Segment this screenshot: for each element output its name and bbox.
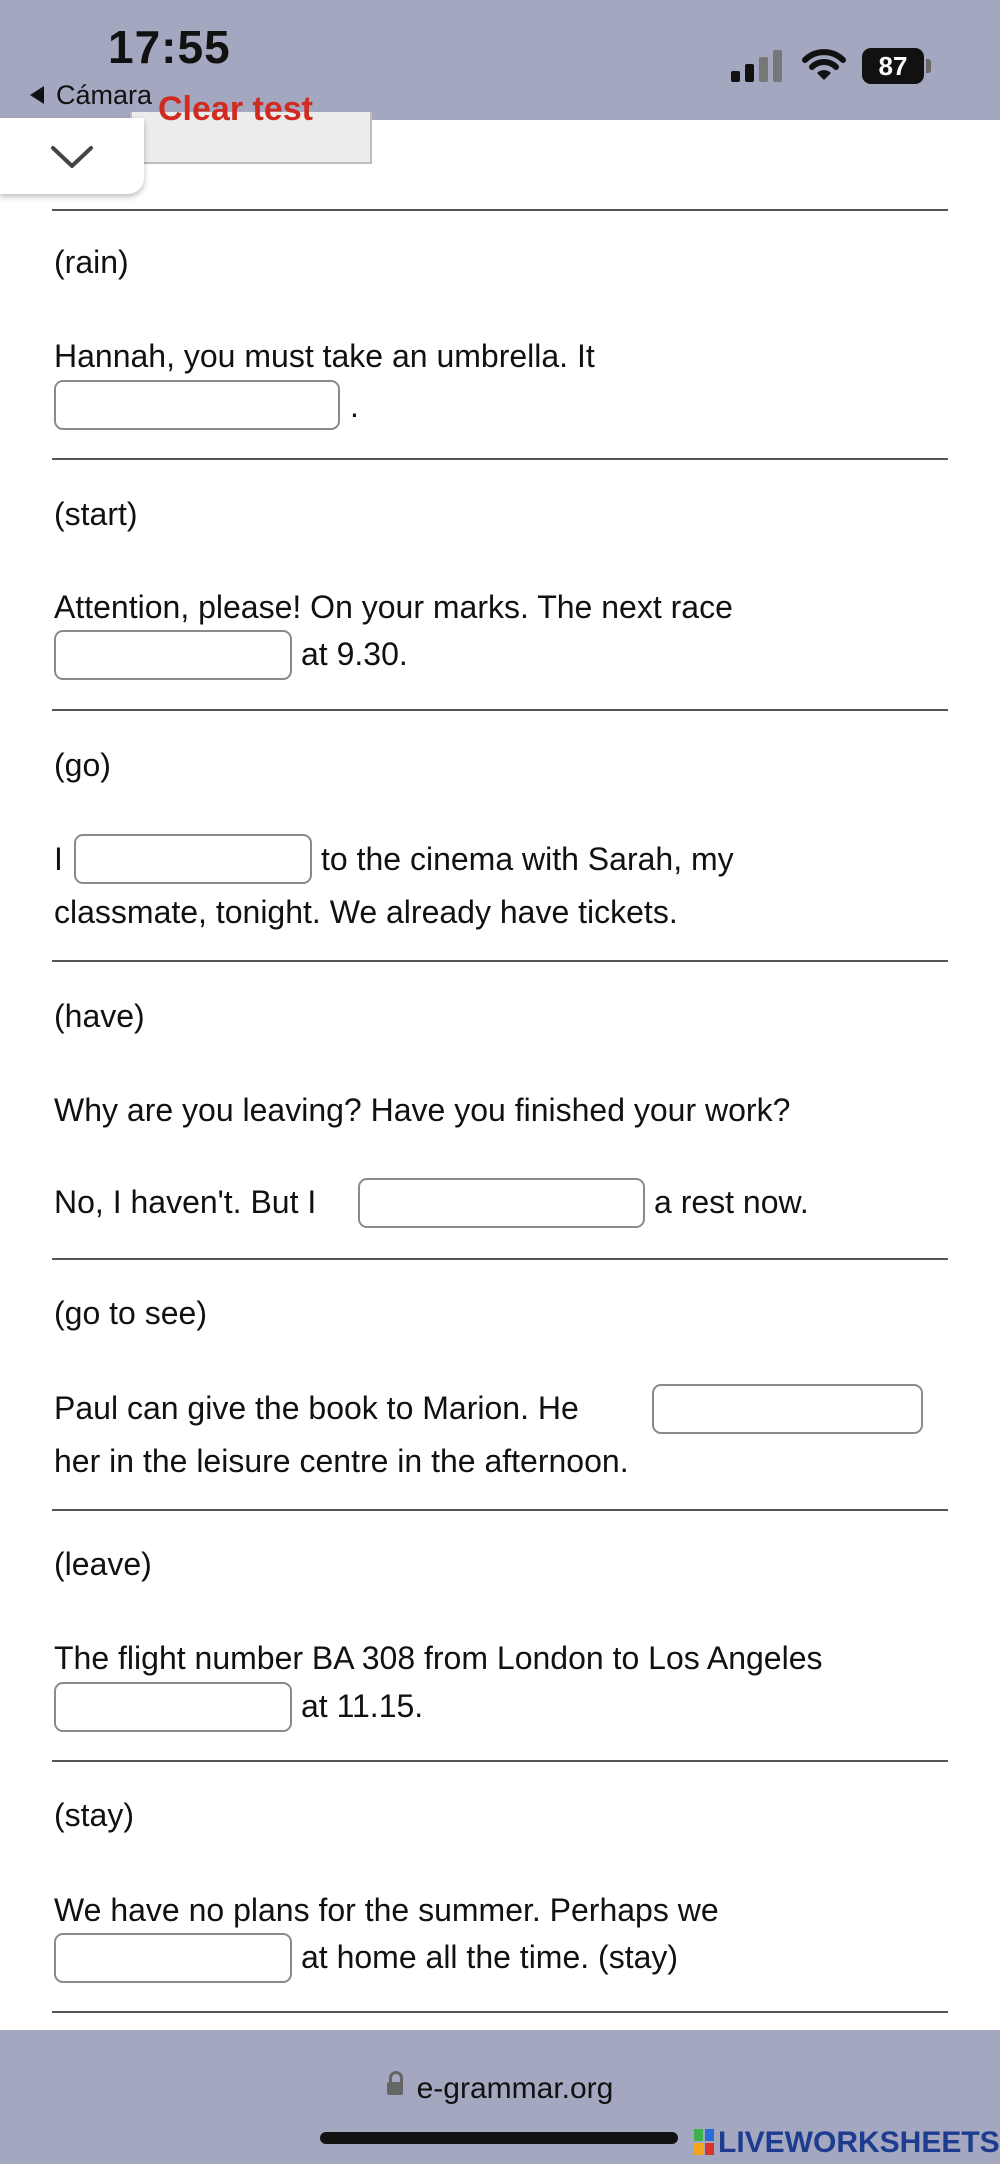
question-text: Hannah, you must take an umbrella. It [54, 338, 595, 374]
question-verb: (go to see) [54, 1295, 207, 1331]
back-app-label: Cámara [56, 80, 153, 110]
question-text-after: at 9.30. [301, 636, 408, 672]
clear-test-button[interactable] [130, 90, 372, 164]
answer-input-stay[interactable] [54, 1933, 292, 1983]
question-text-after: at home all the time. (stay) [301, 1939, 679, 1975]
liveworksheets-text: LIVEWORKSHEETS [718, 2126, 1000, 2159]
answer-input-rain[interactable] [54, 380, 340, 430]
liveworksheets-logo [694, 2126, 1000, 2160]
home-indicator[interactable] [320, 2132, 678, 2144]
question-text-after: at 11.15. [301, 1688, 424, 1724]
question-verb: (have) [54, 998, 145, 1034]
divider [52, 209, 948, 211]
back-to-app-link[interactable] [30, 80, 152, 111]
back-triangle-icon [30, 86, 44, 104]
divider [52, 1760, 948, 1762]
status-bar [0, 0, 1000, 120]
divider [52, 1258, 948, 1260]
chevron-down-icon [50, 144, 94, 170]
divider [52, 960, 948, 962]
liveworksheets-mark-icon [694, 2129, 714, 2155]
status-time: 17:55 [108, 21, 231, 73]
question-text-after: . [350, 388, 359, 424]
address-bar[interactable] [0, 2072, 1000, 2106]
question-text: Attention, please! On your marks. The next race [54, 589, 733, 625]
question-text: We have no plans for the summer. Perhaps we [54, 1892, 719, 1928]
question-verb: (leave) [54, 1546, 152, 1582]
question-verb: (start) [54, 496, 138, 532]
question-verb: (rain) [54, 244, 129, 280]
question-text-after: to the cinema with Sarah, my [321, 841, 734, 877]
divider [52, 2011, 948, 2013]
answer-input-go-to-see[interactable] [652, 1384, 923, 1434]
signal-bars-icon [731, 50, 783, 82]
divider [52, 1509, 948, 1511]
clear-test-label: Clear test [158, 90, 313, 128]
answer-input-have[interactable] [358, 1178, 645, 1228]
question-text-line2: classmate, tonight. We already have tickets. [54, 894, 678, 930]
battery-level: 87 [862, 48, 924, 84]
question-text-line2: her in the leisure centre in the afternoon. [54, 1443, 629, 1479]
question-text: Why are you leaving? Have you finished your work? [54, 1092, 791, 1128]
url-text: e-grammar.org [416, 2072, 614, 2105]
divider [52, 709, 948, 711]
answer-input-go[interactable] [74, 834, 312, 884]
lock-icon [387, 2082, 403, 2095]
collapse-toggle[interactable] [0, 118, 144, 194]
battery-icon [862, 48, 932, 84]
question-text-before: No, I haven't. But I [54, 1184, 317, 1220]
wifi-icon [803, 48, 845, 82]
question-text: The flight number BA 308 from London to Los Angeles [54, 1640, 823, 1676]
answer-input-start[interactable] [54, 630, 292, 680]
browser-bottom-bar [0, 2030, 1000, 2164]
divider [52, 458, 948, 460]
question-verb: (go) [54, 747, 111, 783]
question-text-before: I [54, 841, 63, 877]
question-text-before: Paul can give the book to Marion. He [54, 1390, 579, 1426]
question-text-after: a rest now. [654, 1184, 809, 1220]
answer-input-leave[interactable] [54, 1682, 292, 1732]
question-verb: (stay) [54, 1797, 134, 1833]
